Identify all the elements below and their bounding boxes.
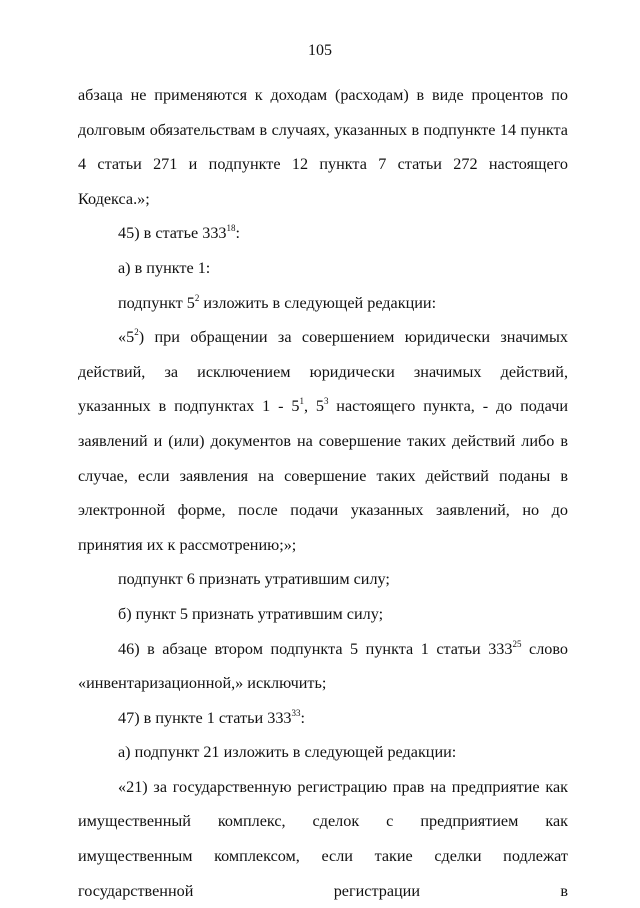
paragraph [78,632,568,701]
superscript-index: 18 [226,223,236,234]
paragraph [78,735,568,770]
paragraph [78,770,568,908]
superscript-index: 2 [134,327,139,338]
text-run: , 5 [303,397,324,416]
superscript-index: 25 [512,638,522,649]
paragraph [78,562,568,597]
text-run: подпункт 5 [118,293,195,312]
page-number: 105 [308,42,332,59]
paragraph [78,78,568,216]
paragraph [78,251,568,286]
paragraph [78,597,568,632]
paragraph [78,320,568,562]
text-run: абзаца не применяются к доходам (расходам) в виде процентов по долговым обязательствам в случаях, указанных в подпункте 14 пункта 4 статьи 271 и подпункте 12 пункта 7 статьи 272 настоящего Кодекса.»; [78,86,568,208]
text-run: изложить в следующей редакции: [199,293,437,312]
text-run: 46) в абзаце втором подпункта 5 пункта 1 статьи 333 [118,639,513,658]
text-run: : [300,708,306,727]
text-run: ) при обращении за совершением юридически значимых действий, за исключением юридически значимых действий, указанных в подпунктах 1 - 5 [78,328,568,416]
text-run: : [235,224,241,243]
superscript-index: 3 [323,396,329,407]
text-run: слово «инвентаризационной,» исключить; [78,639,569,693]
paragraph [78,286,568,321]
text-run: а) подпункт 21 изложить в следующей редакции: [118,743,457,762]
paragraph [78,216,568,251]
text-run: 47) в пункте 1 статьи 333 [118,708,292,727]
superscript-index: 1 [299,396,304,407]
text-run: 45) в статье 333 [118,224,227,243]
text-run: настоящего пункта, - до подачи заявлений и (или) документов на совершение таких действий либо в случае, если заявления на совершение таких действий поданы в электронной форме, после подачи указанных заявлений, но до принятия их к рассмотрению;»; [78,397,568,554]
superscript-index: 2 [194,292,200,303]
text-run: а) в пункте 1: [118,258,211,277]
paragraph [78,701,568,736]
superscript-index: 33 [291,707,301,718]
text-run: «5 [118,328,135,347]
text-run: б) пункт 5 признать утратившим силу; [118,604,384,623]
text-run: подпункт 6 признать утратившим силу; [118,570,390,589]
document-body [78,78,568,908]
text-run: «21) за государственную регистрацию прав на предприятие как имущественный комплекс, сделок с предприятием как имущественным комплексом, если такие сделки подлежат государственной регистрации в [78,777,568,900]
